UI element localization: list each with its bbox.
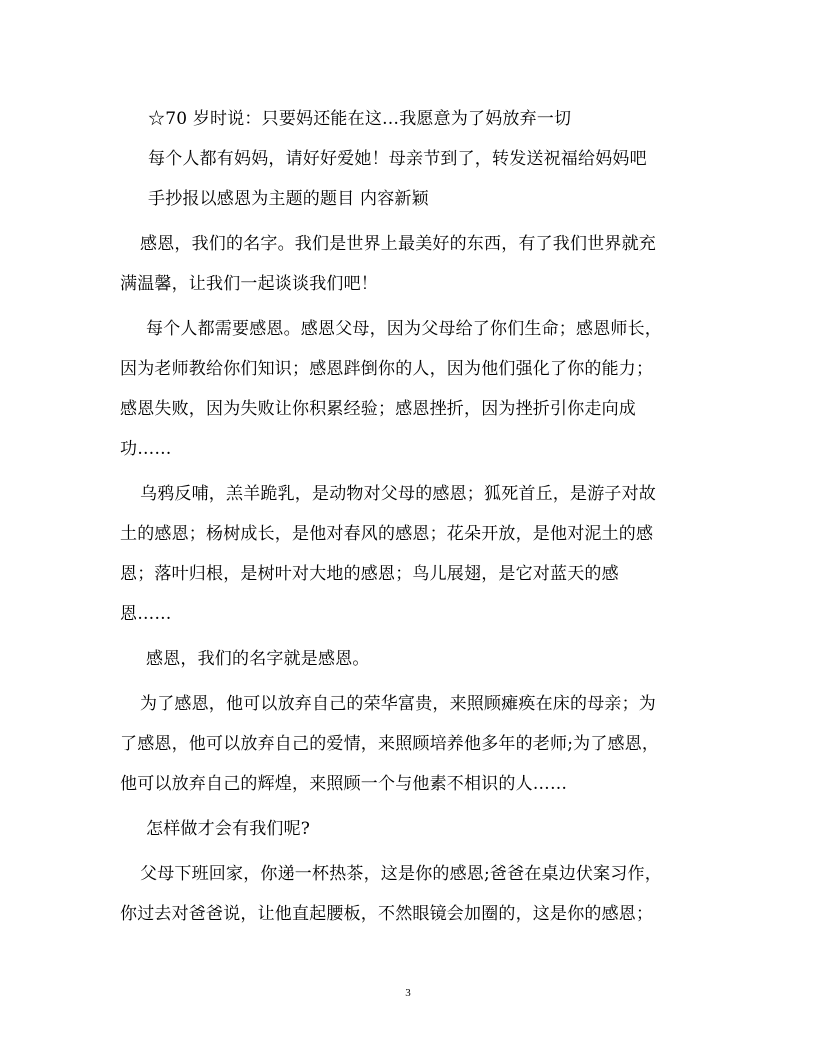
text-line-2: 每个人都有妈妈，请好好爱她！母亲节到了，转发送祝福给妈妈吧	[148, 149, 647, 169]
text-line-16: 了感恩，他可以放弃自己的爱情，来照顾培养他多年的老师;为了感恩，	[120, 734, 660, 754]
text-line-1: ☆70 岁时说：只要妈还能在这…我愿意为了妈放弃一切	[148, 109, 572, 129]
text-line-10: 乌鸦反哺，羔羊跪乳，是动物对父母的感恩；狐死首丘，是游子对故	[140, 484, 656, 504]
text-line-3: 手抄报以感恩为主题的题目 内容新颖	[148, 189, 429, 209]
text-line-5: 满温馨，让我们一起谈谈我们吧！	[120, 274, 378, 294]
text-line-8: 感恩失败，因为失败让你积累经验；感恩挫折，因为挫折引你走向成	[120, 399, 636, 419]
text-line-19: 父母下班回家，你递一杯热茶，这是你的感恩;爸爸在桌边伏案习作，	[140, 864, 662, 884]
text-line-18: 怎样做才会有我们呢?	[146, 819, 311, 839]
text-line-6: 每个人都需要感恩。感恩父母，因为父母给了你们生命；感恩师长，	[146, 319, 662, 339]
text-line-20: 你过去对爸爸说，让他直起腰板，不然眼镜会加圈的，这是你的感恩；	[120, 904, 654, 924]
text-line-9: 功……	[120, 439, 172, 459]
text-line-12: 恩；落叶归根，是树叶对大地的感恩；鸟儿展翅，是它对蓝天的感	[120, 564, 619, 584]
text-line-14: 感恩，我们的名字就是感恩。	[146, 649, 370, 669]
text-line-7: 因为老师教给你们知识；感恩跘倒你的人，因为他们强化了你的能力；	[120, 359, 654, 379]
page-number: 3	[405, 987, 411, 999]
text-line-17: 他可以放弃自己的辉煌，来照顾一个与他素不相识的人……	[120, 774, 568, 794]
text-line-15: 为了感恩，他可以放弃自己的荣华富贵，来照顾瘫痪在床的母亲；为	[140, 694, 656, 714]
text-line-13: 恩……	[120, 604, 172, 624]
text-line-4: 感恩，我们的名字。我们是世界上最美好的东西，有了我们世界就充	[140, 234, 656, 254]
text-line-11: 土的感恩；杨树成长，是他对春风的感恩；花朵开放，是他对泥土的感	[120, 524, 654, 544]
